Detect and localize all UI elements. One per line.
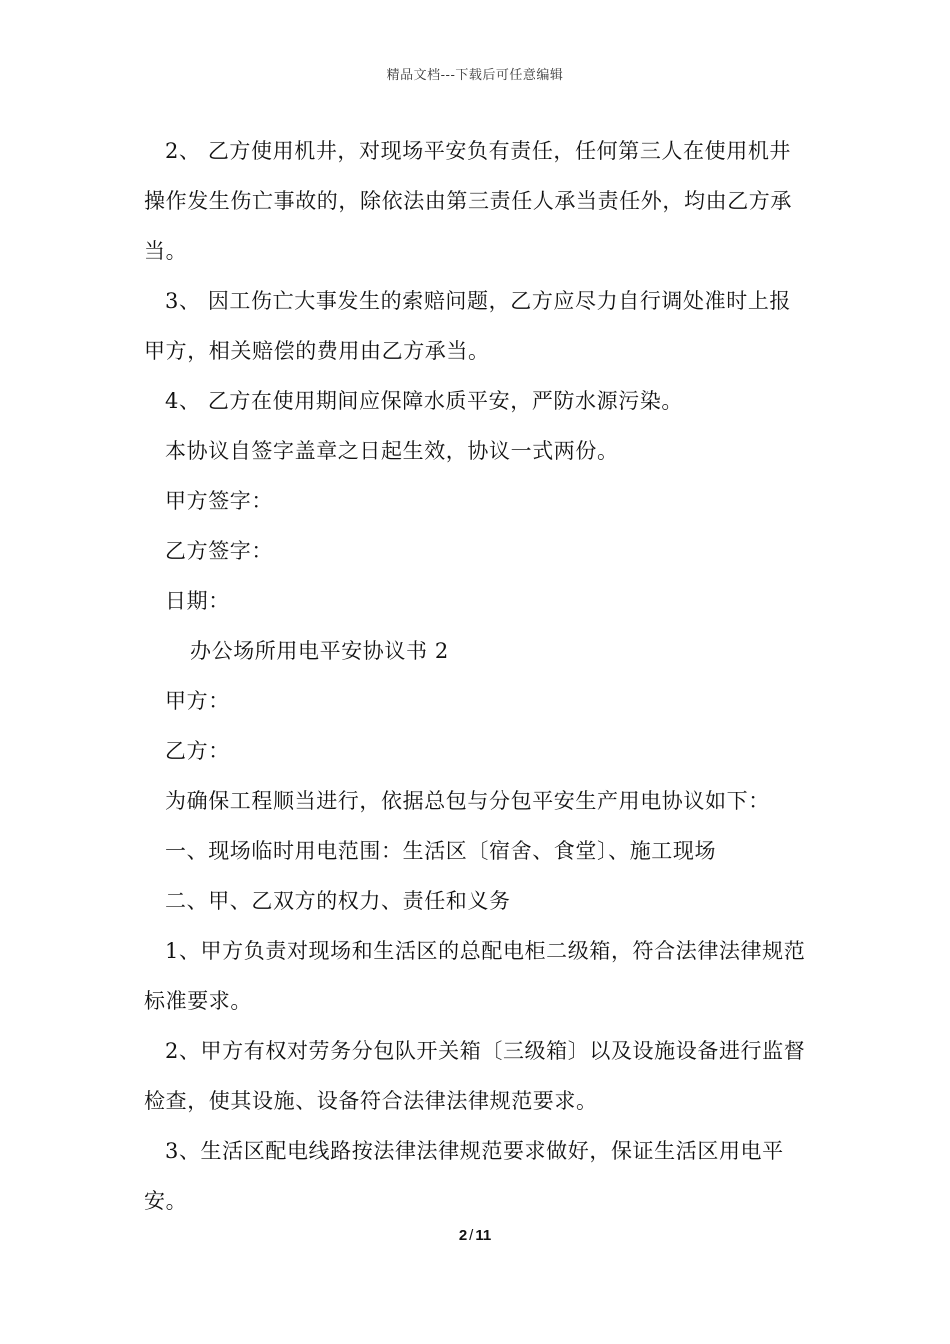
paragraph-effective: 本协议自签字盖章之日起生效，协议一式两份。 — [165, 439, 619, 463]
section-title: 办公场所用电平安协议书 2 — [190, 639, 449, 663]
paragraph-clause-3: 3、 因工伤亡大事发生的索赔问题，乙方应尽力自行调处准时上报甲方，相关赔偿的费用由乙方承当。 — [144, 289, 792, 363]
paragraph-clause-2: 2、 乙方使用机井，对现场平安负有责任，任何第三人在使用机井操作发生伤亡事故的，除依法由第三责任人承当责任外，均由乙方承当。 — [144, 139, 792, 263]
paragraph-preamble: 为确保工程顺当进行，依据总包与分包平安生产用电协议如下： — [165, 789, 770, 813]
total-pages: 11 — [475, 1227, 492, 1244]
current-page: 2 — [458, 1227, 468, 1244]
page-number — [0, 1227, 950, 1244]
page-header: 精品文档---下载后可任意编辑 — [386, 68, 564, 83]
paragraph-rights-heading: 二、甲、乙双方的权力、责任和义务 — [165, 889, 511, 913]
signature-date: 日期： — [165, 589, 230, 613]
paragraph-rights-2: 2、甲方有权对劳务分包队开关箱〔三级箱〕以及设施设备进行监督检查，使其设施、设备符合法律法律规范要求。 — [144, 1039, 806, 1113]
document-body — [144, 126, 808, 1226]
paragraph-rights-1: 1、甲方负责对现场和生活区的总配电柜二级箱，符合法律法律规范标准要求。 — [144, 939, 806, 1013]
page-separator: / — [469, 1227, 474, 1244]
paragraph-scope: 一、现场临时用电范围：生活区〔宿舍、食堂〕、施工现场 — [165, 839, 717, 863]
paragraph-clause-4: 4、 乙方在使用期间应保障水质平安，严防水源污染。 — [165, 389, 684, 413]
signature-party-b: 乙方签字： — [165, 539, 273, 563]
party-b-label: 乙方： — [165, 739, 230, 763]
paragraph-rights-3: 3、生活区配电线路按法律法律规范要求做好，保证生活区用电平安。 — [144, 1139, 784, 1213]
signature-party-a: 甲方签字： — [165, 489, 273, 513]
party-a-label: 甲方： — [165, 689, 230, 713]
